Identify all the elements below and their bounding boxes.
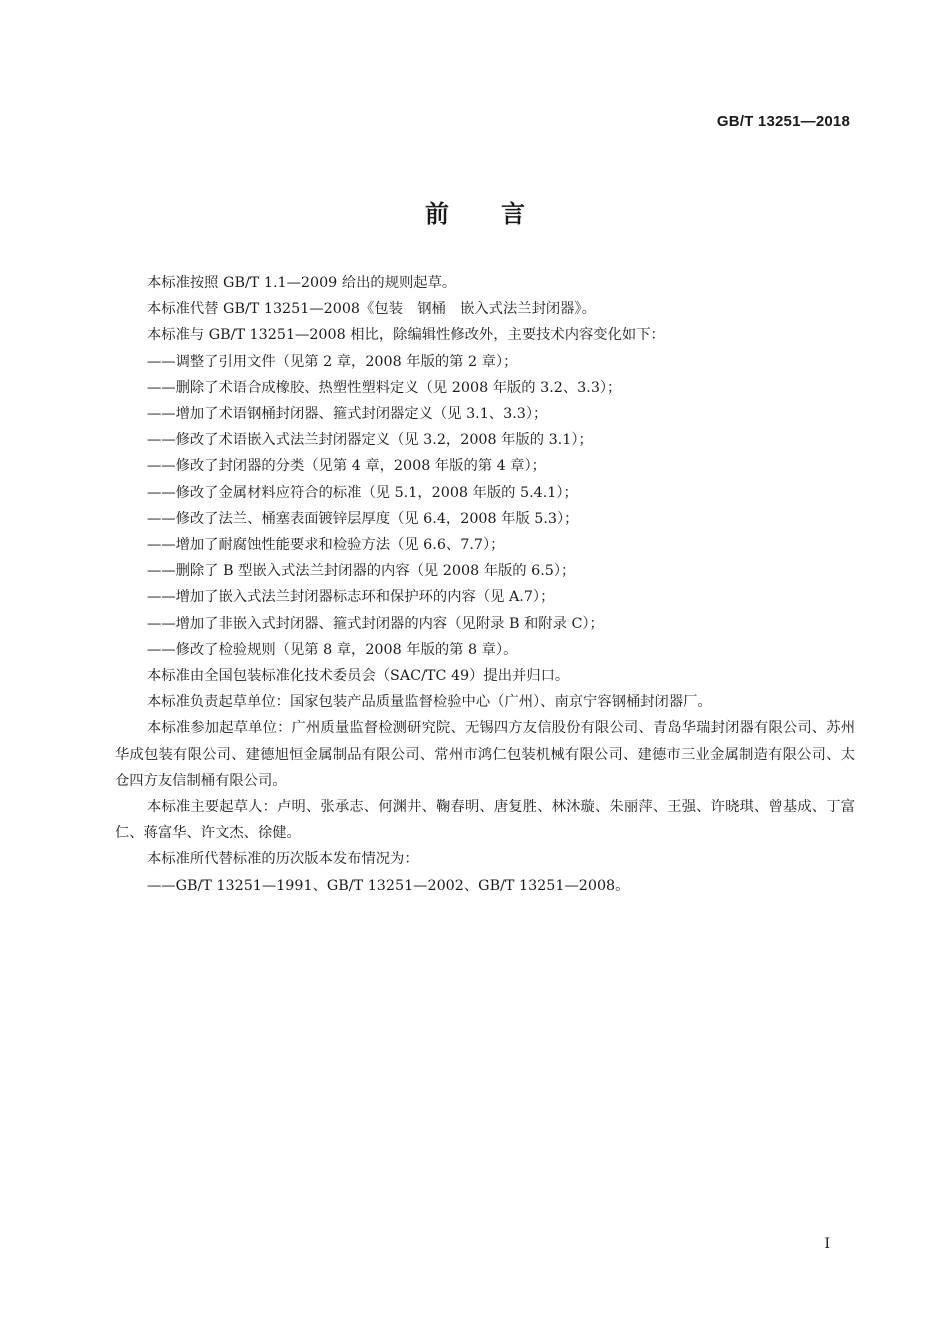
paragraph-lead-drafters: 本标准负责起草单位：国家包装产品质量监督检验中心（广州）、南京宁容钢桶封闭器厂。 — [147, 694, 712, 711]
list-item: ——增加了耐腐蚀性能要求和检验方法（见 6.6、7.7）； — [147, 537, 505, 554]
paragraph-participating-drafters: 本标准参加起草单位：广州质量监督检测研究院、无锡四方友信股份有限公司、青岛华瑞封闭器有限公司、苏州华成包装有限公司、建德旭恒金属制品有限公司、常州市鸿仁包装机械有限公司、建德市三业金属制造有限公司、太仓四方友信制桶有限公司。 — [115, 720, 855, 789]
paragraph-history-intro: 本标准所代替标准的历次版本发布情况为： — [147, 851, 419, 868]
page-title: 前言 — [425, 200, 577, 228]
standard-number: GB/T 13251—2018 — [716, 113, 850, 130]
paragraph-main-drafters: 本标准主要起草人：卢明、张承志、何渊井、鞠春明、唐复胜、林沐璇、朱丽萍、王强、许晓琪、曾基成、丁富仁、蒋富华、许文杰、徐健。 — [115, 799, 855, 842]
paragraph-replaces: 本标准代替 GB/T 13251—2008《包装 钢桶 嵌入式法兰封闭器》。 — [147, 301, 596, 318]
list-item: ——调整了引用文件（见第 2 章，2008 年版的第 2 章）； — [147, 353, 518, 370]
list-item: ——增加了非嵌入式封闭器、箍式封闭器的内容（见附录 B 和附录 C）； — [147, 615, 604, 632]
paragraph-changes-intro: 本标准与 GB/T 13251—2008 相比，除编辑性修改外，主要技术内容变化如下： — [147, 327, 665, 344]
foreword-body — [115, 270, 855, 899]
list-item: ——修改了法兰、桶塞表面镀锌层厚度（见 6.4，2008 年版 5.3）； — [147, 510, 579, 527]
list-item: ——修改了封闭器的分类（见第 4 章，2008 年版的第 4 章）； — [147, 458, 546, 475]
list-item: ——删除了术语合成橡胶、热塑性塑料定义（见 2008 年版的 3.2、3.3）； — [147, 379, 622, 396]
history-list — [115, 873, 855, 899]
page-number: I — [824, 1236, 830, 1252]
paragraph-proposed-by: 本标准由全国包装标准化技术委员会（SAC/TC 49）提出并归口。 — [147, 668, 570, 685]
list-item: ——增加了嵌入式法兰封闭器标志环和保护环的内容（见 A.7）； — [147, 589, 555, 606]
list-item: ——GB/T 13251—1991、GB/T 13251—2002、GB/T 13251—2008。 — [147, 877, 630, 894]
list-item: ——增加了术语钢桶封闭器、箍式封闭器定义（见 3.1、3.3）； — [147, 406, 548, 423]
list-item: ——修改了金属材料应符合的标准（见 5.1，2008 年版的 5.4.1）； — [147, 484, 578, 501]
changes-list — [115, 349, 855, 663]
paragraph-drafting-rules: 本标准按照 GB/T 1.1—2009 给出的规则起草。 — [147, 275, 457, 291]
list-item: ——修改了术语嵌入式法兰封闭器定义（见 3.2，2008 年版的 3.1）； — [147, 432, 593, 449]
list-item: ——修改了检验规则（见第 8 章，2008 年版的第 8 章）。 — [147, 641, 518, 658]
list-item: ——删除了 B 型嵌入式法兰封闭器的内容（见 2008 年版的 6.5）； — [147, 563, 576, 580]
